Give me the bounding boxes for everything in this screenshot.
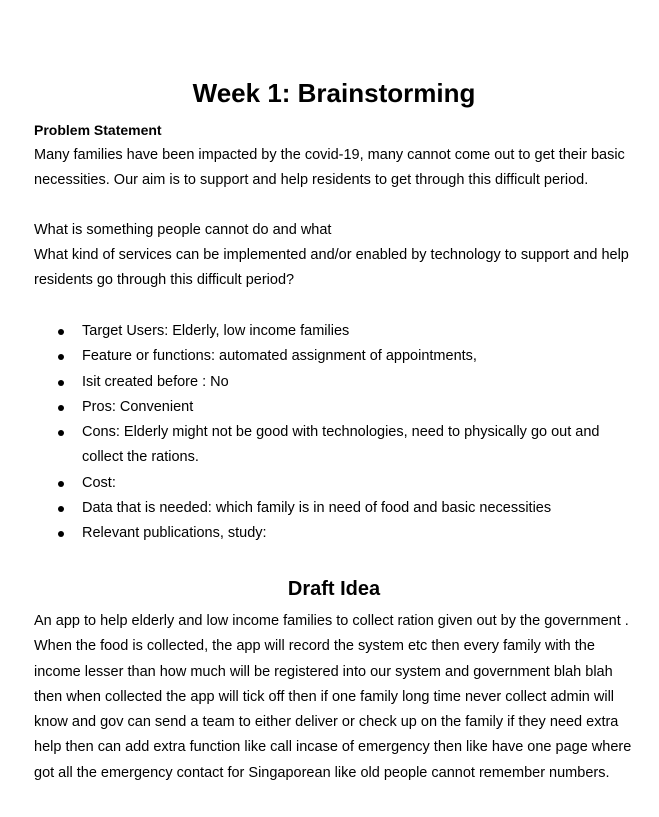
bullet-icon	[58, 506, 64, 512]
brainstorm-bullet-list	[34, 319, 634, 547]
bullet-text: Target Users: Elderly, low income families	[82, 323, 350, 339]
bullet-icon	[58, 481, 64, 487]
bullet-icon	[58, 380, 64, 386]
bullet-item	[34, 344, 634, 369]
bullet-text: Pros: Convenient	[82, 398, 194, 415]
bullet-icon	[58, 405, 64, 411]
bullet-text: Cost:	[82, 474, 116, 491]
bullet-item	[34, 319, 634, 344]
page-title: Week 1: Brainstorming	[192, 78, 476, 108]
bullet-item	[34, 370, 634, 395]
question-1: What is something people cannot do and what	[34, 222, 332, 238]
bullet-text: Feature or functions: automated assignment of appointments,	[82, 348, 477, 365]
bullet-text: Cons: Elderly might not be good with technologies, need to physically go out and collect the rations.	[82, 424, 600, 466]
bullet-item	[34, 496, 634, 521]
bullet-item	[34, 420, 634, 471]
draft-idea-heading: Draft Idea	[287, 578, 381, 600]
bullet-icon	[58, 354, 64, 360]
problem-statement-heading: Problem Statement	[34, 122, 162, 138]
bullet-icon	[58, 430, 64, 436]
bullet-icon	[58, 329, 64, 335]
bullet-item	[34, 395, 634, 420]
bullet-text: Relevant publications, study:	[82, 525, 267, 542]
bullet-item	[34, 521, 634, 546]
bullet-text: Data that is needed: which family is in need of food and basic necessities	[82, 500, 552, 517]
draft-idea-text: An app to help elderly and low income families to collect ration given out by the government . When the food is collected, the app will record the system etc then every family with the income lesser than how much will be registered into our system and government blah blah then when collected the app will tick off then if one family long time never collect admin will know and gov can send a team to either deliver or check up on the family if they need extra help then can add extra function like call incase of emergency then like have one page where got all the emergency contact for Singaporean like old people cannot remember numbers.	[34, 613, 632, 781]
bullet-text: Isit created before : No	[82, 373, 229, 390]
bullet-icon	[58, 531, 64, 537]
bullet-item	[34, 471, 634, 496]
problem-statement-text: Many families have been impacted by the covid-19, many cannot come out to get their basic necessities. Our aim is to support and help residents to get through this difficult period.	[34, 147, 625, 189]
question-2: What kind of services can be implemented and/or enabled by technology to support and help residents go through this difficult period?	[34, 247, 629, 289]
